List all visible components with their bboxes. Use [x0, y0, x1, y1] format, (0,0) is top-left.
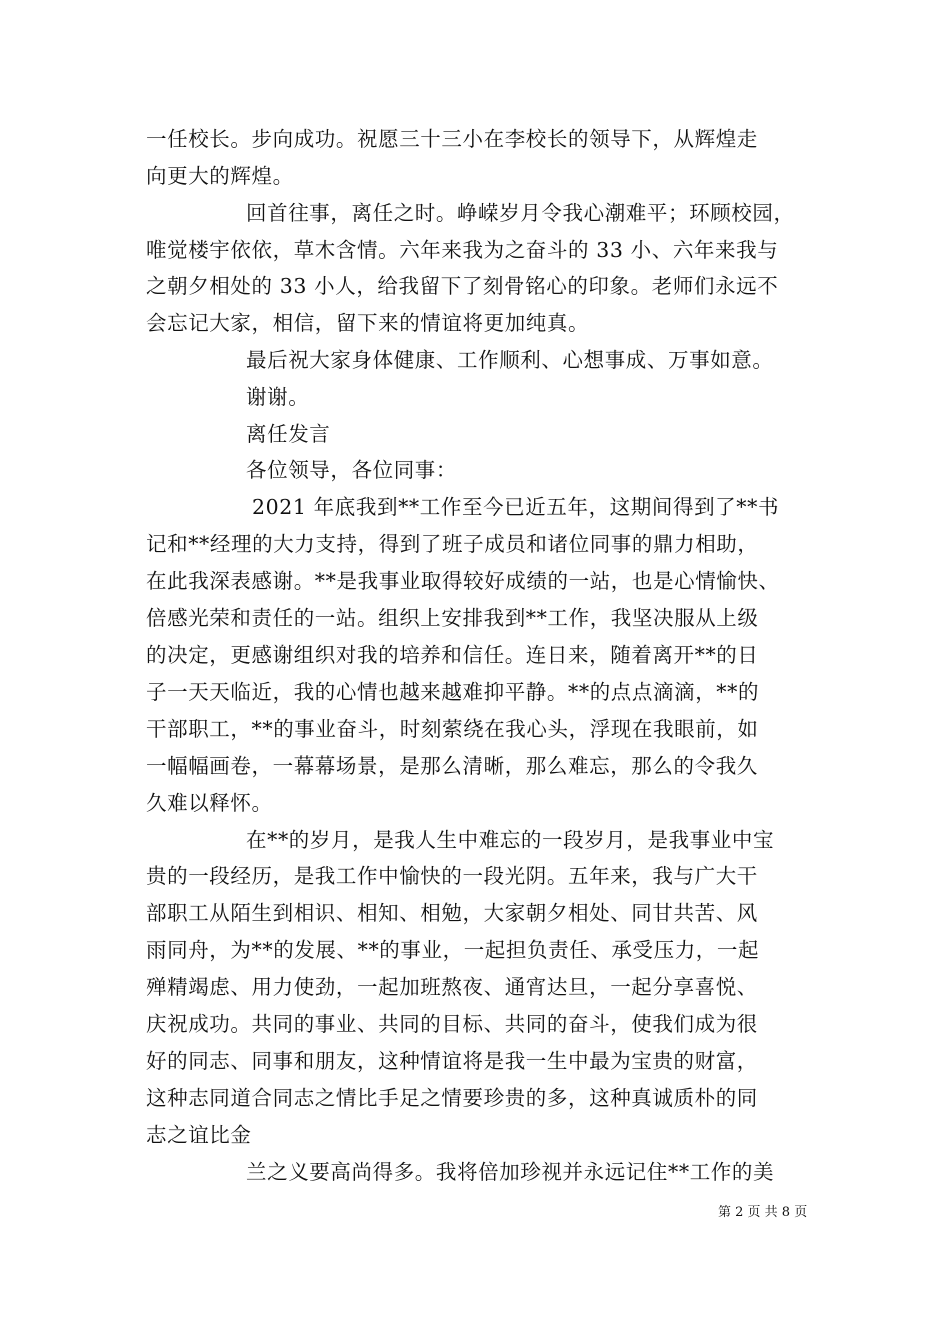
section-title: 离任发言	[246, 422, 331, 446]
text-line: 在此我深表感谢。**是我事业取得较好成绩的一站，也是心情愉快、	[146, 569, 780, 593]
text-line: 志之谊比金	[146, 1123, 252, 1147]
text-line: 在**的岁月，是我人生中难忘的一段岁月，是我事业中宝	[246, 828, 775, 852]
text-line: 殚精竭虑、用力使劲，一起加班熬夜、通宵达旦，一起分享喜悦、	[146, 975, 758, 999]
text-line: 这种志同道合同志之情比手足之情要珍贵的多，这种真诚质朴的同	[146, 1086, 758, 1110]
text-line: 之朝夕相处的 33 小人，给我留下了刻骨铭心的印象。老师们永远不	[146, 274, 779, 298]
text-line: 回首往事，离任之时。峥嵘岁月令我心潮难平；环顾校园，	[246, 201, 795, 225]
text-line: 倍感光荣和责任的一站。组织上安排我到**工作，我坚决服从上级	[146, 606, 759, 630]
text-line: 好的同志、同事和朋友，这种情谊将是我一生中最为宝贵的财富，	[146, 1049, 758, 1073]
text-line: 会忘记大家，相信，留下来的情谊将更加纯真。	[146, 311, 590, 335]
text-line: 部职工从陌生到相识、相知、相勉，大家朝夕相处、同甘共苦、风	[146, 901, 758, 925]
text-line: 干部职工，**的事业奋斗，时刻萦绕在我心头，浮现在我眼前，如	[146, 717, 759, 741]
text-line: 的决定，更感谢组织对我的培养和信任。连日来，随着离开**的日	[146, 643, 759, 667]
page-number-footer: 第 2 页 共 8 页	[718, 1205, 808, 1220]
text-line: 贵的一段经历，是我工作中愉快的一段光阴。五年来，我与广大干	[146, 864, 758, 888]
text-line: 一幅幅画卷，一幕幕场景，是那么清晰，那么难忘，那么的令我久	[146, 754, 758, 778]
text-line: 最后祝大家身体健康、工作顺利、心想事成、万事如意。	[246, 348, 774, 372]
text-line: 久难以释怀。	[146, 791, 273, 815]
text-line: 记和**经理的大力支持，得到了班子成员和诸位同事的鼎力相助，	[146, 532, 759, 556]
text-line: 雨同舟，为**的发展、**的事业，一起担负责任、承受压力，一起	[146, 938, 760, 962]
text-line: 庆祝成功。共同的事业、共同的目标、共同的奋斗，使我们成为很	[146, 1012, 758, 1036]
text-line: 一任校长。步向成功。祝愿三十三小在李校长的领导下，从辉煌走	[146, 127, 758, 151]
text-line: 2021 年底我到**工作至今已近五年，这期间得到了**书	[252, 495, 780, 519]
text-line: 唯觉楼宇依依，草木含情。六年来我为之奋斗的 33 小、六年来我与	[146, 238, 779, 262]
text-line: 兰之义要高尚得多。我将倍加珍视并永远记住**工作的美	[246, 1160, 775, 1184]
salutation: 各位领导，各位同事：	[246, 458, 457, 482]
text-line: 向更大的辉煌。	[146, 164, 294, 188]
text-line: 子一天天临近，我的心情也越来越难抑平静。**的点点滴滴，**的	[146, 680, 760, 704]
text-line: 谢谢。	[246, 385, 310, 409]
